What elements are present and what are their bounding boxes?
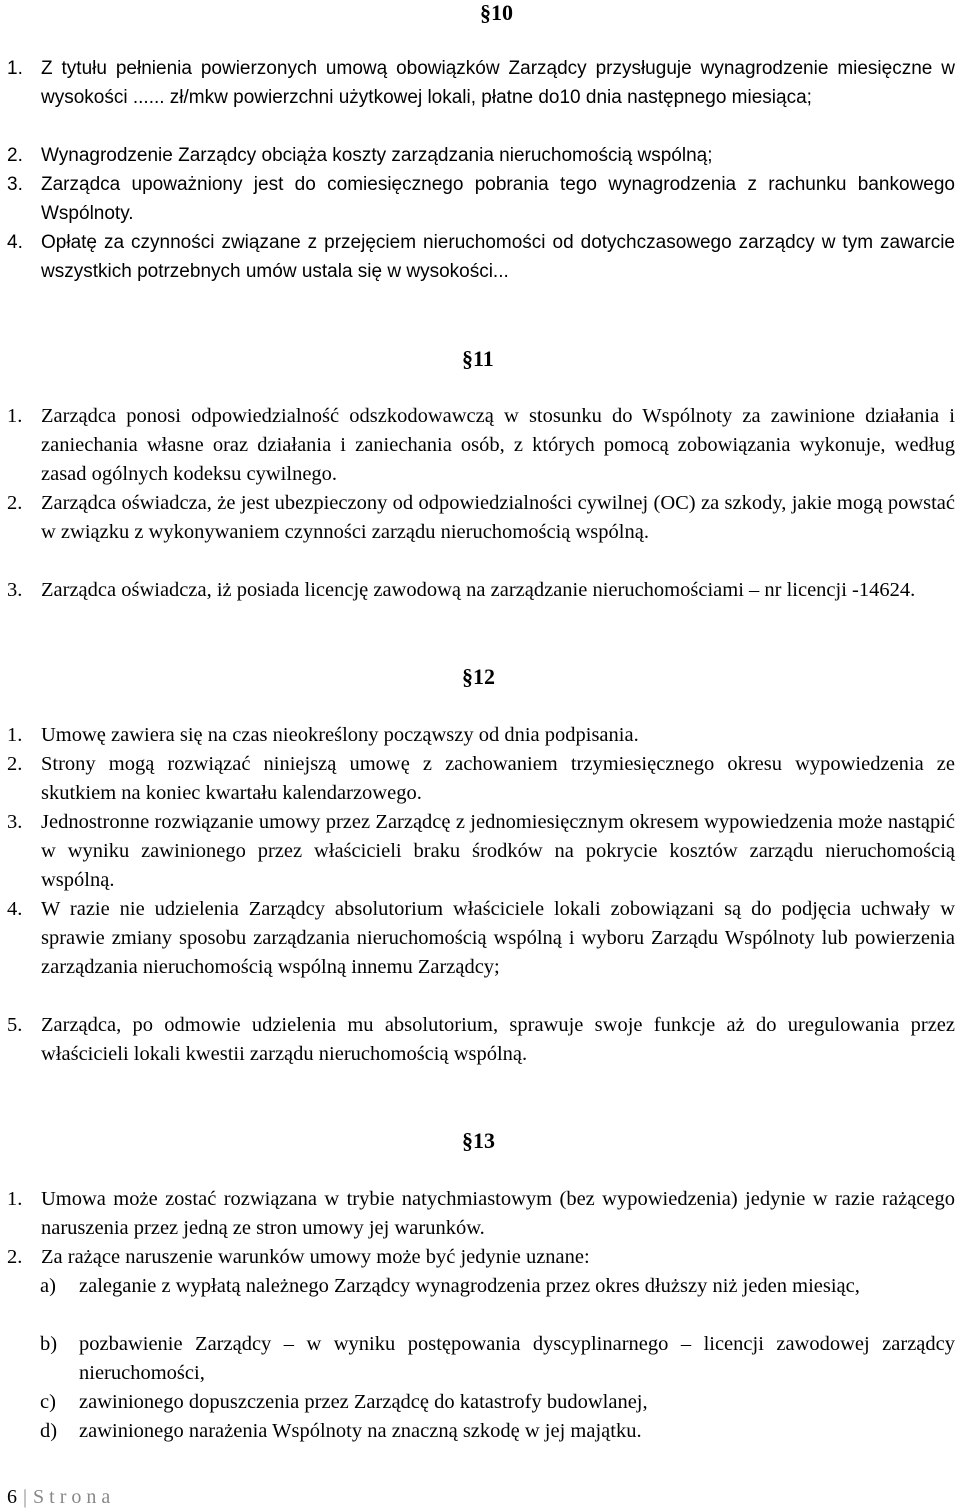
s10-item-3: 3. Zarządca upoważniony jest do comiesięcznego pobrania tego wynagrodzenia z rachunku bankowego Wspólnoty. (7, 174, 955, 224)
s13-subitem-a: a) zaleganie z wypłatą należnego Zarządcy wynagrodzenia przez okres dłuższy niż jeden miesiąc, (40, 1275, 860, 1297)
s11-item-2: 2. Zarządca oświadcza, że jest ubezpieczony od odpowiedzialności cywilnej (OC) za szkody, jakie mogą powstać w związku z wykonywaniem czynności zarządu nieruchomością wspólną. (7, 492, 955, 543)
section-heading-11: §11 (462, 346, 494, 371)
s10-item-2: 2. Wynagrodzenie Zarządcy obciąża koszty zarządzania nieruchomością wspólną; (7, 145, 713, 166)
s12-item-3: 3. Jednostronne rozwiązanie umowy przez Zarządcę z jednomiesięcznym okresem wypowiedzenia może nastąpić w wyniku zawinionego przez właścicieli braku środków na pokrycie kosztów zarządu nieruchomością wspólną. (7, 811, 955, 891)
section-heading-13: §13 (462, 1128, 495, 1153)
s10-item-1: 1. Z tytułu pełnienia powierzonych umową obowiązków Zarządcy przysługuje wynagrodzenie miesięczne w wysokości ...... zł/mkw powierzchni użytkowej lokali, płatne do10 dnia następnego miesiąca; (7, 58, 955, 108)
s13-subitem-d: d) zawinionego narażenia Wspólnoty na znaczną szkodę w jej majątku. (40, 1420, 642, 1442)
s13-subitem-c: c) zawinionego dopuszczenia przez Zarządcę do katastrofy budowlanej, (40, 1391, 648, 1413)
footer-separator: | (23, 1486, 28, 1508)
s13-item-1: 1. Umowa może zostać rozwiązana w trybie natychmiastowym (bez wypowiedzenia) jedynie w razie rażącego naruszenia przez jedną ze stron umowy jej warunków. (7, 1188, 955, 1239)
s13-item-2: 2. Za rażące naruszenie warunków umowy może być jedynie uznane: (7, 1246, 590, 1268)
section-heading-12: §12 (462, 664, 495, 689)
page-footer (7, 1484, 115, 1510)
s12-item-2: 2. Strony mogą rozwiązać niniejszą umowę z zachowaniem trzymiesięcznego okresu wypowiedzenia ze skutkiem na koniec kwartału kalendarzowego. (7, 753, 955, 804)
s11-item-3: 3. Zarządca oświadcza, iż posiada licencję zawodową na zarządzanie nieruchomościami – nr licencji -14624. (7, 579, 916, 601)
s11-item-1: 1. Zarządca ponosi odpowiedzialność odszkodowawczą w stosunku do Wspólnoty za zawinione działania i zaniechania własne oraz działania i zaniechania osób, z których pomocą zobowiązania wykonuje, według zasad ogólnych kodeksu cywilnego. (7, 405, 955, 485)
s12-item-1: 1. Umowę zawiera się na czas nieokreślony począwszy od dnia podpisania. (7, 724, 639, 746)
s10-item-4: 4. Opłatę za czynności związane z przejęciem nieruchomości od dotychczasowego zarządcy w tym zawarcie wszystkich potrzebnych umów ustala się w wysokości... (7, 232, 955, 282)
footer-label: Strona (33, 1486, 116, 1508)
section-heading-10: §10 (480, 0, 513, 25)
s12-item-4: 4. W razie nie udzielenia Zarządcy absolutorium właściciele lokali zobowiązani są do podjęcia uchwały w sprawie zmiany sposobu zarządzania nieruchomością wspólną i wyboru Zarządu Wspólnoty lub powierzenia zarządzania nieruchomością wspólną innemu Zarządcy; (7, 898, 955, 978)
page-number: 6 (7, 1486, 17, 1508)
s12-item-5: 5. Zarządca, po odmowie udzielenia mu absolutorium, sprawuje swoje funkcje aż do uregulowania przez właścicieli lokali kwestii zarządu nieruchomością wspólną. (7, 1014, 955, 1065)
s13-subitem-b: b) pozbawienie Zarządcy – w wyniku postępowania dyscyplinarnego – licencji zawodowej zarządcy nieruchomości, (40, 1333, 955, 1384)
